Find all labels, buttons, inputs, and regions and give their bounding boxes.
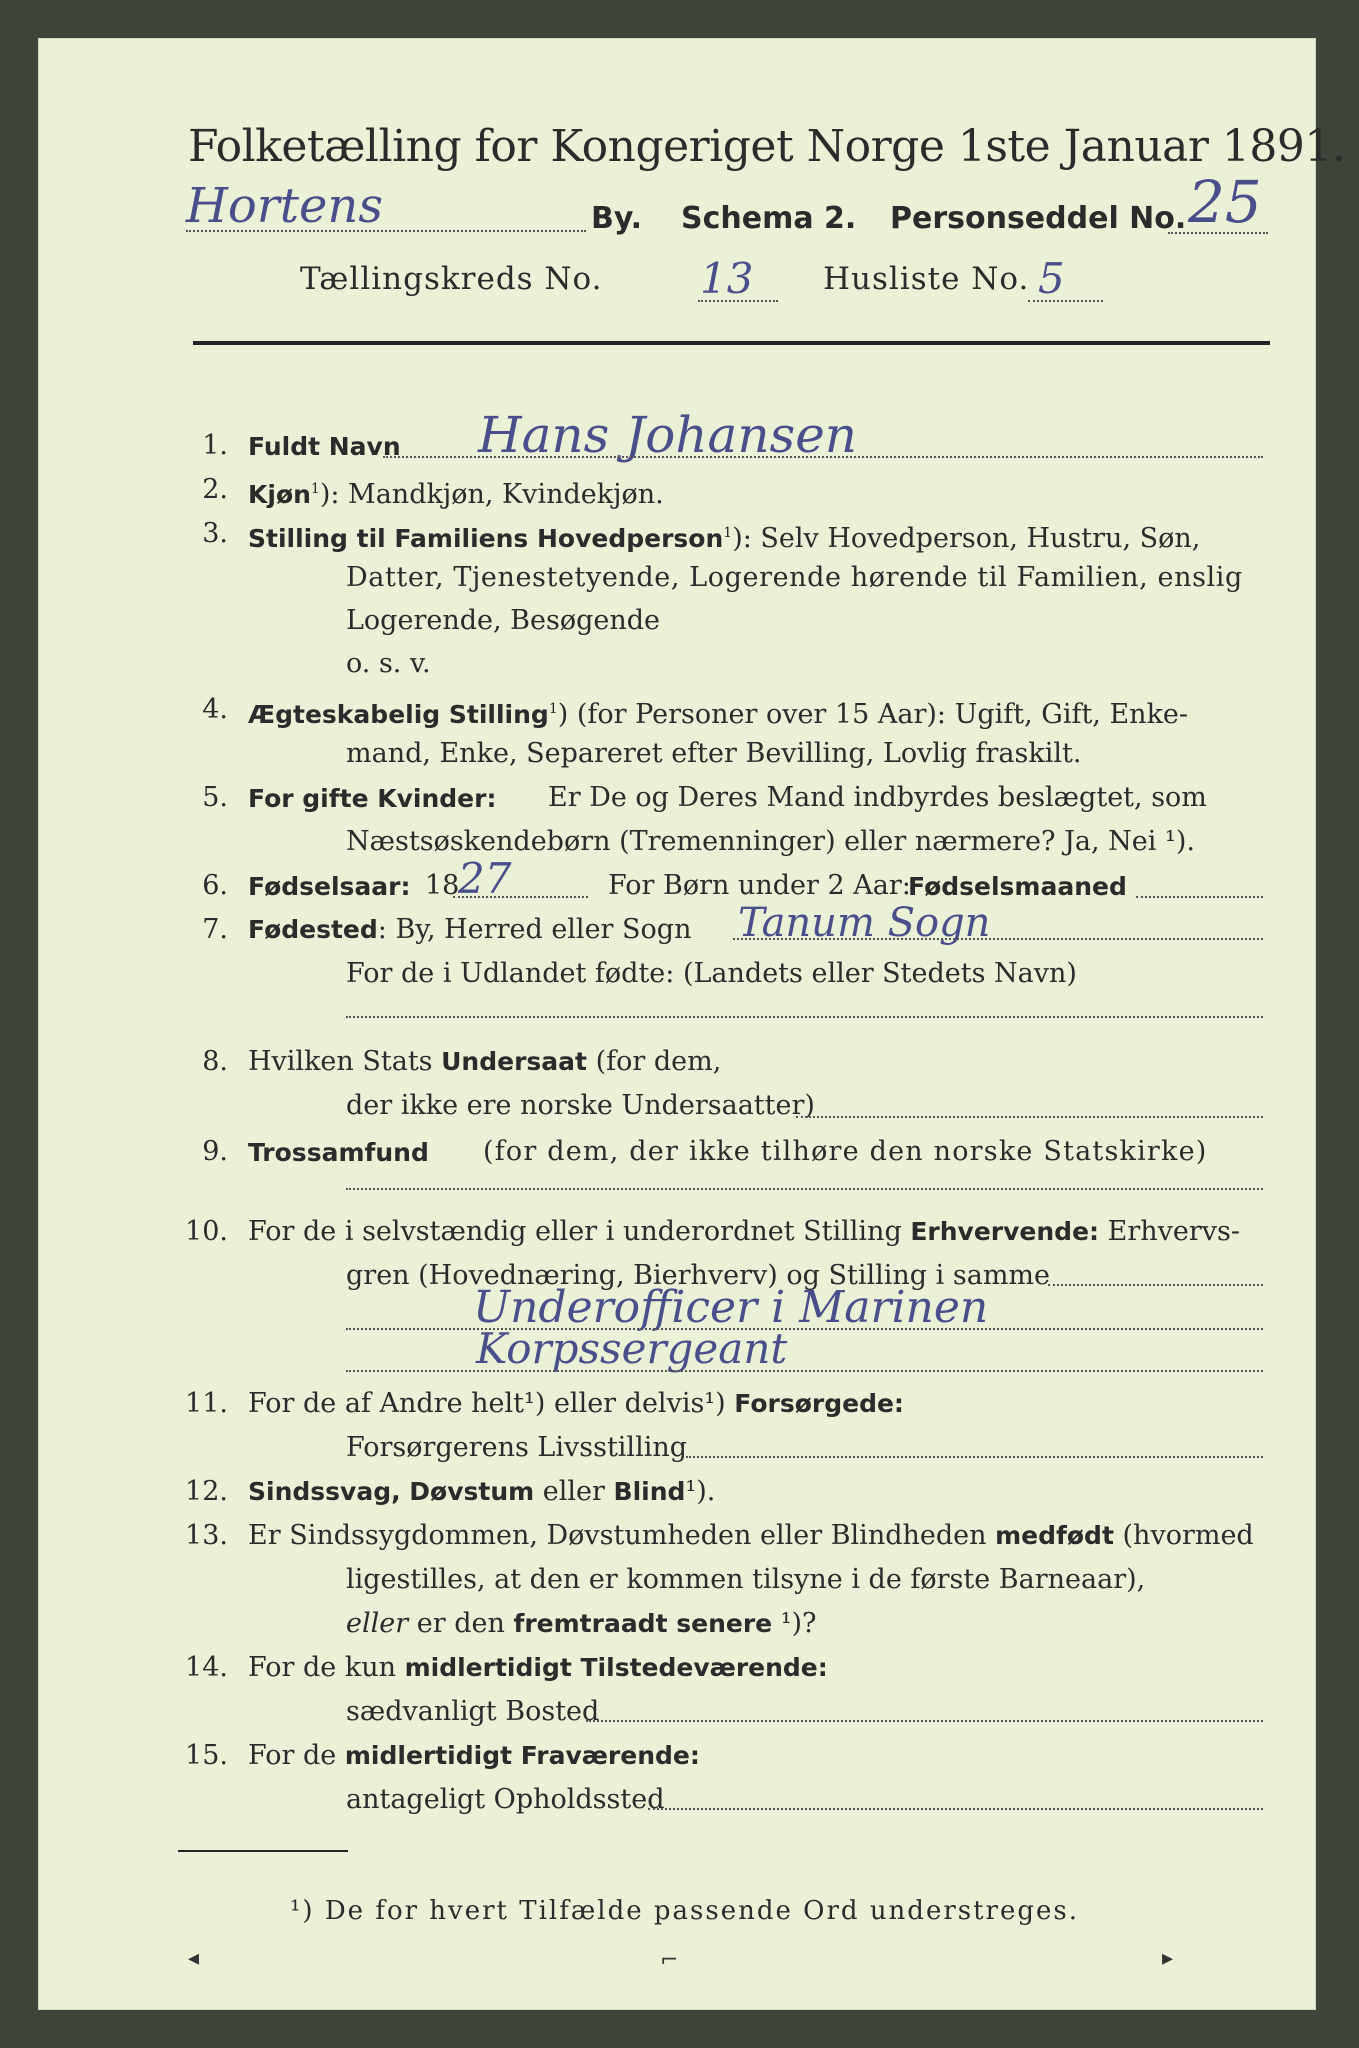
probable-residence-line	[648, 1808, 1263, 1810]
occupation-row	[248, 1218, 1240, 1245]
header-rule	[193, 341, 1270, 345]
full-name-label: Fuldt Navn	[248, 432, 401, 461]
congenital-suffix: (hvormed	[1122, 1520, 1254, 1551]
married-women-label: For gifte Kvinder:	[248, 784, 497, 813]
relation-label: Stilling til Familiens Hovedperson	[248, 524, 724, 553]
occupation-handwritten-2: Korpssergeant	[476, 1324, 788, 1373]
birthplace-options: : By, Herred eller Sogn	[377, 914, 692, 945]
kreds-line	[698, 300, 778, 302]
occupation-suffix: Erhvervs-	[1107, 1216, 1241, 1247]
married-women-text-1: Er De og Deres Mand indbyrdes beslægtet, som	[548, 782, 1207, 813]
birth-year-prefix: 18	[425, 870, 460, 901]
disability-row	[248, 1478, 715, 1505]
dependent-prefix: For de af Andre helt¹) eller delvis¹)	[248, 1388, 726, 1419]
citizenship-row	[248, 1048, 721, 1075]
marital-options-2: mand, Enke, Separeret efter Bevilling, Lovlig fraskilt.	[346, 738, 1082, 769]
item-number: 14.	[185, 1652, 228, 1683]
item-number: 6.	[202, 870, 228, 901]
husliste-number-handwritten: 5	[1038, 254, 1065, 303]
item-number: 11.	[185, 1388, 228, 1419]
corner-mark-center: ⌐	[660, 1948, 679, 1973]
temporary-absent-label: midlertidigt Fraværende:	[344, 1741, 700, 1770]
item-number: 7.	[202, 914, 228, 945]
personseddel-number-handwritten: 25	[1188, 168, 1262, 236]
temporary-present-label: midlertidigt Tilstedeværende:	[404, 1653, 828, 1682]
birth-year-handwritten: 27	[458, 854, 512, 903]
disability-label: Sindssvag, Døvstum	[248, 1477, 535, 1506]
birth-month-note: For Børn under 2 Aar:	[608, 870, 911, 901]
usual-residence-label: sædvanligt Bosted	[346, 1696, 600, 1727]
birthplace-label: Fødested	[248, 915, 378, 944]
full-name-handwritten: Hans Johansen	[478, 406, 857, 464]
married-women-text-2: Næstsøskendebørn (Tremenninger) eller nærmere? Ja, Nei ¹).	[346, 826, 1195, 857]
corner-mark-right: ▸	[1162, 1946, 1174, 1971]
relation-options-3: Logerende, Besøgende	[346, 605, 660, 636]
relation-sup: 1	[723, 525, 733, 541]
citizenship-line	[796, 1116, 1263, 1118]
relation-options-2: Datter, Tjenestetyende, Logerende hørende til Familien, enslig	[346, 562, 1243, 593]
birthplace-abroad: For de i Udlandet fødte: (Landets eller Stedets Navn)	[346, 958, 1077, 989]
citizenship-prefix: Hvilken Stats	[248, 1046, 433, 1077]
birth-month-label: Fødselsmaaned	[908, 872, 1127, 901]
footnote-rule	[178, 1850, 348, 1852]
congenital-row	[248, 1522, 1254, 1549]
disability-sup: ¹).	[685, 1476, 716, 1507]
congenital-note: ligestilles, at den er kommen tilsyne i de første Barneaar),	[346, 1564, 1146, 1595]
gender-label: Kjøn	[248, 480, 311, 509]
personseddel-line	[1168, 232, 1268, 234]
item-number: 5.	[202, 782, 228, 813]
birth-year-line	[453, 896, 588, 898]
relation-options-1: ): Selv Hovedperson, Hustru, Søn,	[732, 523, 1201, 554]
city-line	[186, 230, 586, 232]
birth-month-line	[1136, 896, 1263, 898]
item-number: 10.	[185, 1216, 228, 1247]
religion-label: Trossamfund	[248, 1138, 429, 1167]
corner-mark-left: ◂	[188, 1946, 200, 1971]
occupation-line-3	[346, 1370, 1263, 1372]
occupation-prefix: For de i selvstændig eller i underordnet Stilling	[248, 1216, 902, 1247]
citizenship-label: Undersaat	[441, 1047, 587, 1076]
item-number: 8.	[202, 1046, 228, 1077]
item-number: 2.	[202, 474, 228, 505]
later-onset-prefix: er den	[416, 1608, 505, 1639]
gender-options: ): Mandkjøn, Kvindekjøn.	[319, 479, 664, 510]
by-label: By.	[591, 201, 643, 236]
disability-or: eller	[542, 1476, 605, 1507]
personseddel-label: Personseddel No.	[890, 201, 1187, 236]
dependent-label: Forsørgede:	[734, 1389, 904, 1418]
birth-year-label: Fødselsaar:	[248, 872, 411, 901]
occupation-line-1	[1048, 1284, 1263, 1286]
citizenship-note-2: der ikke ere norske Undersaatter)	[346, 1090, 815, 1121]
later-onset-label: fremtraadt senere	[513, 1609, 773, 1638]
later-onset-sup: ¹)?	[780, 1608, 817, 1639]
temporary-present-prefix: For de kun	[248, 1652, 396, 1683]
gender-row	[248, 476, 664, 508]
temporary-present-row	[248, 1654, 828, 1681]
item-number: 13.	[185, 1520, 228, 1551]
congenital-prefix: Er Sindssygdommen, Døvstumheden eller Blindheden	[248, 1520, 987, 1551]
blind-label: Blind	[613, 1477, 686, 1506]
item-number: 1.	[202, 430, 228, 461]
congenital-label: medfødt	[995, 1521, 1114, 1550]
birthplace-line	[733, 938, 1263, 940]
birthplace-row	[248, 916, 691, 943]
relation-row	[248, 520, 1200, 552]
provider-occupation-label: Forsørgerens Livsstilling	[346, 1432, 688, 1463]
husliste-label: Husliste No.	[823, 261, 1030, 297]
birthplace-handwritten: Tanum Sogn	[738, 900, 991, 946]
later-onset-row	[346, 1610, 817, 1637]
kreds-label: Tællingskreds No.	[300, 261, 603, 297]
item-number: 12.	[185, 1476, 228, 1507]
full-name-line	[383, 456, 1263, 458]
census-form	[38, 38, 1346, 2010]
relation-options-4: o. s. v.	[346, 648, 431, 679]
item-number: 15.	[185, 1740, 228, 1771]
city-handwritten: Hortens	[186, 178, 383, 234]
birthplace-abroad-line	[346, 1016, 1263, 1018]
item-number: 4.	[202, 694, 228, 725]
citizenship-note: (for dem,	[595, 1046, 722, 1077]
later-onset-or: eller	[346, 1608, 409, 1639]
husliste-line	[1028, 300, 1103, 302]
religion-line	[346, 1188, 1263, 1190]
religion-note: (for dem, der ikke tilhøre den norske Statskirke)	[483, 1136, 1208, 1167]
usual-residence-line	[586, 1720, 1263, 1722]
marital-options-1: ) (for Personer over 15 Aar): Ugift, Gift, Enke-	[557, 699, 1189, 730]
marital-row	[248, 696, 1188, 728]
temporary-absent-prefix: For de	[248, 1740, 337, 1771]
marital-sup: 1	[548, 701, 558, 717]
gender-sup: 1	[310, 481, 320, 497]
provider-occupation-line	[686, 1456, 1263, 1458]
dependent-row	[248, 1390, 904, 1417]
kreds-number-handwritten: 13	[700, 254, 754, 303]
schema-label: Schema 2.	[681, 201, 857, 236]
item-number: 3.	[202, 518, 228, 549]
temporary-absent-row	[248, 1742, 700, 1769]
probable-residence-label: antageligt Opholdssted	[346, 1784, 665, 1815]
marital-label: Ægteskabelig Stilling	[248, 700, 549, 729]
item-number: 9.	[202, 1136, 228, 1167]
occupation-handwritten-1: Underofficer i Marinen	[473, 1282, 989, 1333]
occupation-note: gren (Hovednæring, Bierhverv) og Stilling i samme	[346, 1260, 1051, 1291]
occupation-label: Erhvervende:	[910, 1217, 1100, 1246]
form-title: Folketælling for Kongeriget Norge 1ste Januar 1891.	[188, 121, 1346, 172]
footnote: ¹) De for hvert Tilfælde passende Ord understreges.	[290, 1896, 1080, 1926]
